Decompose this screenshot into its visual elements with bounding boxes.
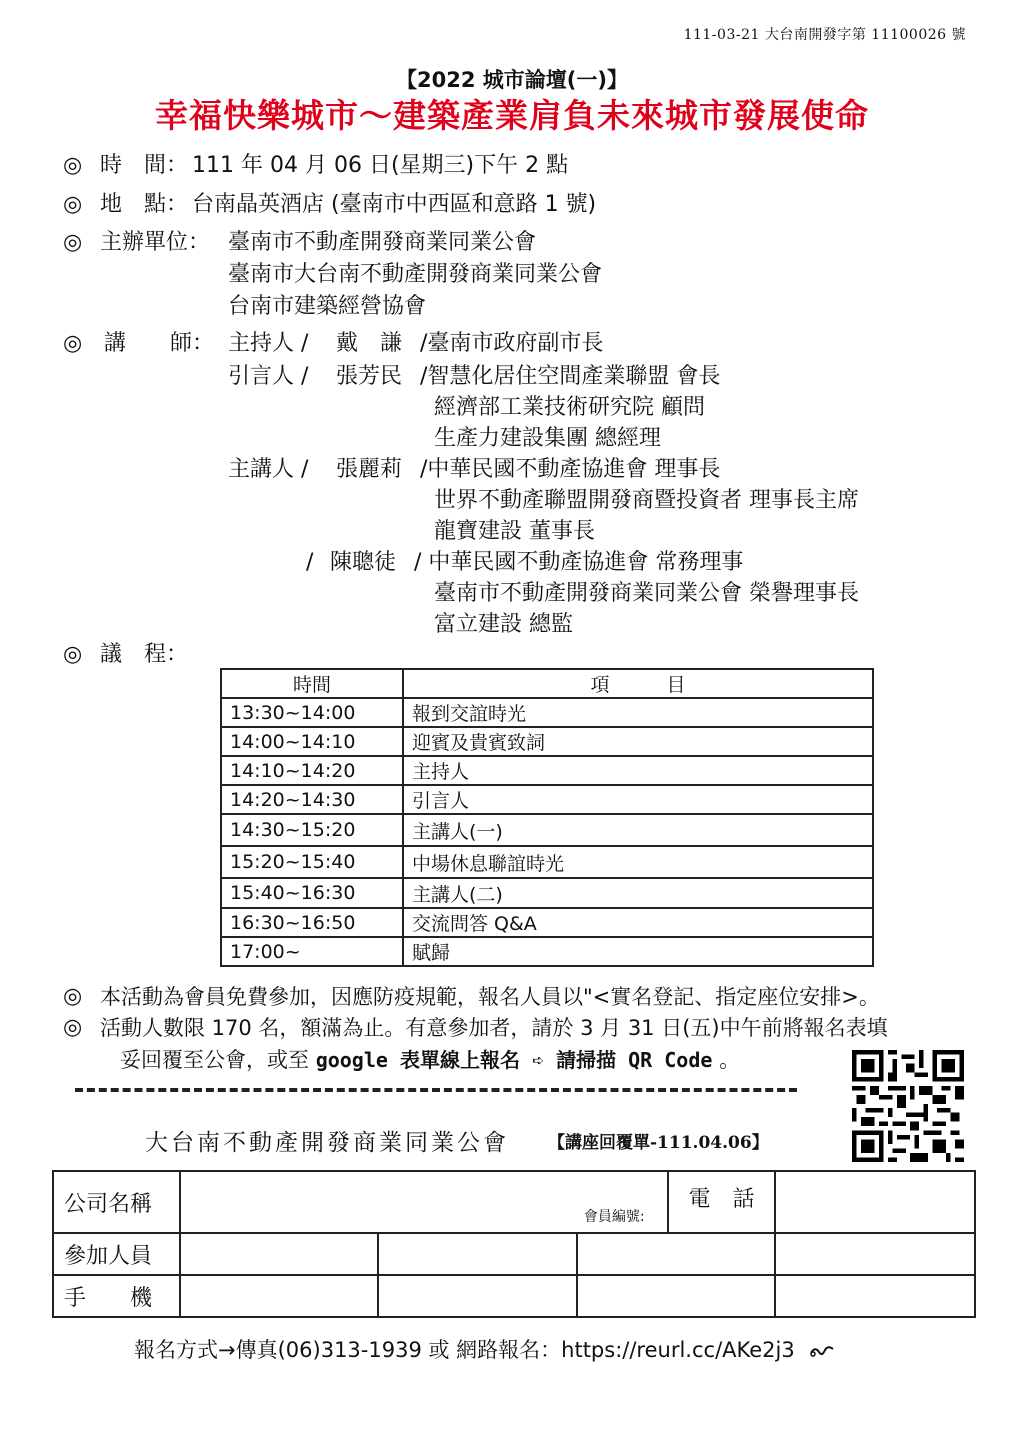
intro-title-2: 經濟部工業技術研究院 顧問	[434, 395, 705, 420]
agenda-item: 迎賓及貴賓致詞	[403, 727, 873, 756]
agenda-item: 引言人	[403, 785, 873, 814]
organizer-block	[0, 227, 1024, 323]
keynote2-slash: /	[306, 550, 314, 575]
note-3-prefix: 妥回覆至公會，或至	[120, 1048, 309, 1072]
table-row	[221, 785, 873, 814]
place-value: 台南晶英酒店 (臺南市中西區和意路 1 號)	[192, 192, 597, 217]
keynote2-name: 陳聰徒	[330, 550, 397, 575]
host-title: /臺南市政府副市長	[420, 331, 604, 356]
host-role: 主持人 /	[228, 331, 309, 356]
attendee-field-3[interactable]	[577, 1233, 776, 1275]
attendee-field-1[interactable]	[180, 1233, 378, 1275]
member-no-label: 會員編號:	[583, 1209, 645, 1225]
agenda-time: 14:10~14:20	[221, 756, 403, 785]
keynote2-title-3: 富立建設 總監	[434, 612, 573, 637]
bullet-icon: ◎	[63, 984, 83, 1009]
agenda-item: 交流問答 Q&A	[403, 908, 873, 937]
form-row-attendees	[53, 1233, 975, 1275]
phone-label: 電 話	[668, 1171, 776, 1233]
agenda-col-time: 時間	[221, 669, 403, 698]
keynote1-title-3: 龍寶建設 董事長	[434, 519, 595, 544]
table-row	[221, 814, 873, 846]
intro-role: 引言人 /	[228, 364, 309, 389]
note-3-suffix: 。	[719, 1048, 741, 1072]
agenda-time: 13:30~14:00	[221, 698, 403, 727]
mobile-label: 手 機	[53, 1275, 180, 1317]
company-label: 公司名稱	[53, 1171, 180, 1233]
agenda-header-row	[221, 669, 873, 698]
agenda-col-item: 項 目	[403, 669, 873, 698]
agenda-item: 主持人	[403, 756, 873, 785]
intro-name: 張芳民	[336, 364, 403, 389]
association-name: 大台南不動產開發商業同業公會	[145, 1130, 509, 1156]
mobile-field-4[interactable]	[775, 1275, 975, 1317]
scissors-icon	[809, 1344, 835, 1358]
table-row	[221, 727, 873, 756]
form-row-company	[53, 1171, 975, 1233]
time-label: 時 間：	[100, 153, 189, 178]
table-row	[221, 878, 873, 908]
table-row	[221, 846, 873, 878]
registration-footer	[134, 1334, 835, 1364]
registration-form	[52, 1170, 976, 1318]
speaker-label: 講 師：	[104, 331, 215, 356]
time-row	[0, 150, 1024, 182]
form-row-mobile	[53, 1275, 975, 1317]
keynote2-title-2: 臺南市不動產開發商業同業公會 榮譽理事長	[434, 581, 859, 606]
keynote1-name: 張麗莉	[336, 457, 403, 482]
mobile-field-3[interactable]	[577, 1275, 776, 1317]
company-field[interactable]	[180, 1171, 668, 1233]
bullet-icon: ◎	[63, 331, 83, 356]
keynote1-title-1: /中華民國不動產協進會 理事長	[420, 457, 721, 482]
agenda-item: 報到交誼時光	[403, 698, 873, 727]
google-form-link[interactable]: google 表單線上報名 ➪ 請掃描 QR Code	[315, 1048, 713, 1072]
place-label: 地 點：	[100, 192, 189, 217]
table-row	[221, 756, 873, 785]
organizer-3: 台南市建築經營協會	[228, 294, 427, 319]
bullet-icon: ◎	[63, 192, 83, 217]
keynote1-title-2: 世界不動產聯盟開發商暨投資者 理事長主席	[434, 488, 859, 513]
place-row	[0, 189, 1024, 221]
agenda-table	[220, 668, 874, 967]
document-number: 111-03-21 大台南開發字第 11100026 號	[683, 27, 966, 43]
agenda-time: 14:30~15:20	[221, 814, 403, 846]
agenda-label-row	[0, 639, 300, 671]
intro-title-1: /智慧化居住空間產業聯盟 會長	[420, 364, 721, 389]
time-value: 111 年 04 月 06 日(星期三)下午 2 點	[192, 153, 569, 178]
agenda-time: 14:20~14:30	[221, 785, 403, 814]
cut-line	[75, 1088, 797, 1092]
agenda-item: 中場休息聯誼時光	[403, 846, 873, 878]
registration-info[interactable]: 報名方式→傳真(06)313-1939 或 網路報名：https://reurl.cc/AKe2j3	[134, 1338, 795, 1362]
agenda-item: 賦歸	[403, 937, 873, 966]
bullet-icon: ◎	[63, 1015, 83, 1040]
mobile-field-2[interactable]	[378, 1275, 576, 1317]
bullet-icon: ◎	[63, 642, 83, 667]
organizer-1: 臺南市不動產開發商業同業公會	[228, 230, 537, 255]
agenda-item: 主講人(一)	[403, 814, 873, 846]
agenda-time: 16:30~16:50	[221, 908, 403, 937]
table-row	[221, 908, 873, 937]
organizer-label: 主辦單位：	[100, 230, 211, 255]
note-3	[120, 1044, 740, 1076]
page-title: 幸福快樂城市～建築產業肩負未來城市發展使命	[155, 96, 869, 135]
table-row	[221, 698, 873, 727]
attendee-label: 參加人員	[53, 1233, 180, 1275]
bullet-icon: ◎	[63, 230, 83, 255]
forum-tag: 【2022 城市論壇(一)】	[396, 68, 628, 92]
note-2: 活動人數限 170 名，額滿為止。有意參加者，請於 3 月 31 日(五)中午前將報名表填	[100, 1016, 888, 1040]
attendee-field-4[interactable]	[775, 1233, 975, 1275]
agenda-item: 主講人(二)	[403, 878, 873, 908]
mobile-field-1[interactable]	[180, 1275, 378, 1317]
note-1-row	[0, 981, 1000, 1013]
phone-field[interactable]	[775, 1171, 975, 1233]
table-row	[221, 937, 873, 966]
reply-slip-title: 【講座回覆單-111.04.06】	[548, 1133, 769, 1153]
keynote-role: 主講人 /	[228, 457, 309, 482]
note-1: 本活動為會員免費參加，因應防疫規範，報名人員以"<實名登記、指定座位安排>。	[100, 985, 880, 1009]
agenda-time: 14:00~14:10	[221, 727, 403, 756]
speaker-block	[0, 328, 1024, 638]
host-name: 戴 謙	[336, 331, 403, 356]
keynote2-title-1: / 中華民國不動產協進會 常務理事	[414, 550, 744, 575]
bullet-icon: ◎	[63, 153, 83, 178]
intro-title-3: 生產力建設集團 總經理	[434, 426, 661, 451]
qr-code-icon[interactable]	[852, 1050, 964, 1162]
organizer-2: 臺南市大台南不動產開發商業同業公會	[228, 262, 603, 287]
note-2-row	[0, 1012, 1000, 1044]
agenda-time: 15:20~15:40	[221, 846, 403, 878]
agenda-time: 15:40~16:30	[221, 878, 403, 908]
attendee-field-2[interactable]	[378, 1233, 576, 1275]
agenda-time: 17:00~	[221, 937, 403, 966]
agenda-label: 議 程：	[100, 642, 189, 667]
